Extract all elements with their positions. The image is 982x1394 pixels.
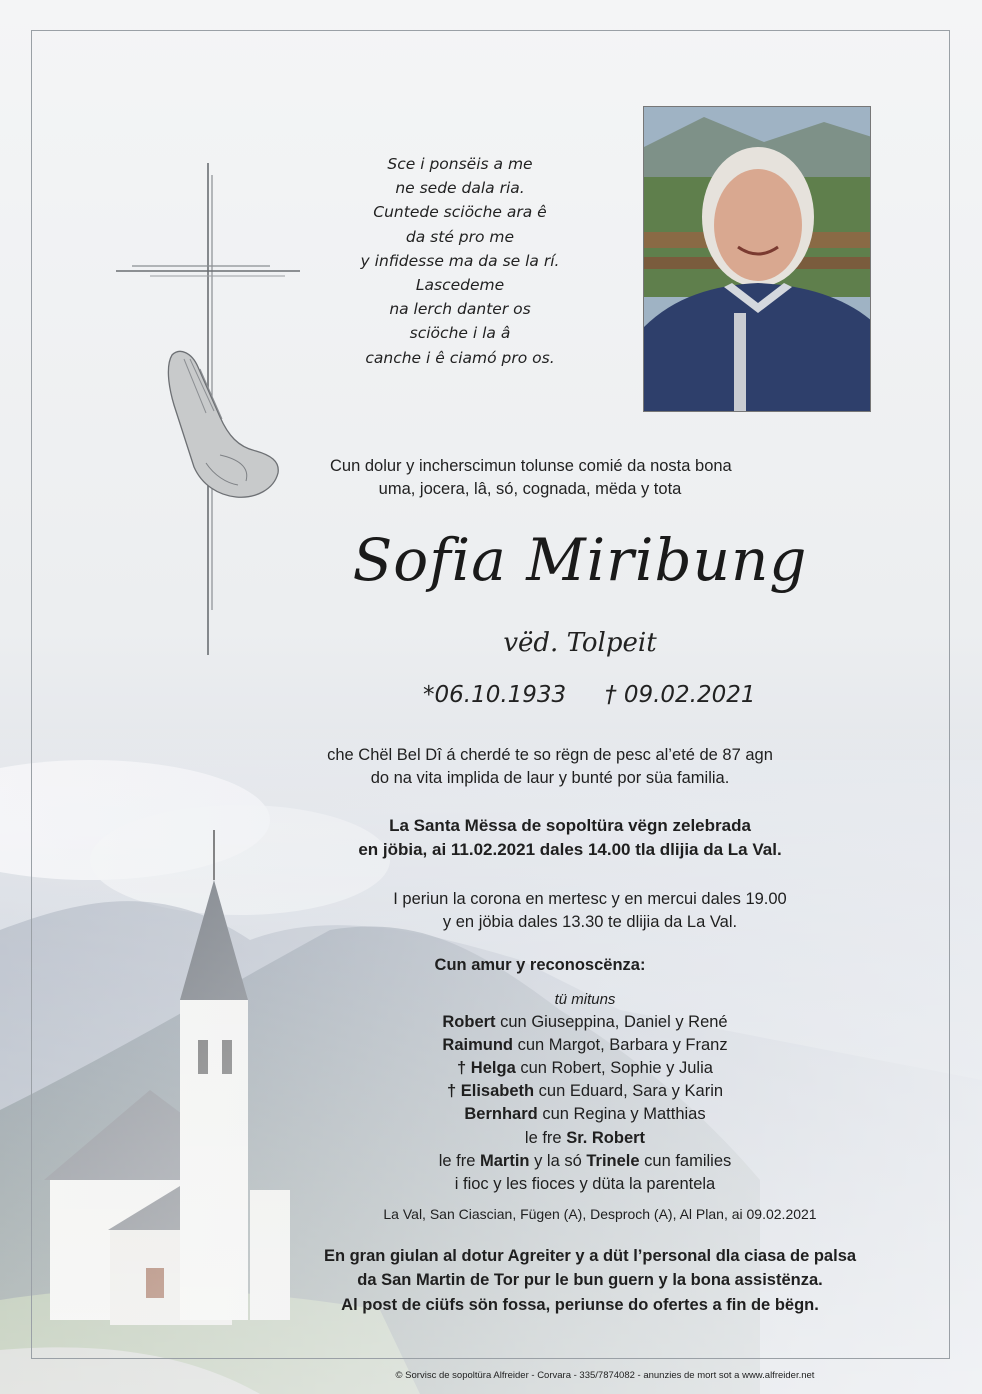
death-symbol: † bbox=[605, 682, 617, 708]
passing-line: do na vita implida de laur y bunté por süa familia. bbox=[370, 769, 730, 787]
birth-date bbox=[423, 682, 566, 708]
acknowledgement-line: da San Martin de Tor pur le bun guern y la bona assistënza. bbox=[357, 1271, 823, 1289]
poem-line: da sté pro me bbox=[405, 227, 515, 246]
deceased-name: Sofia Miribung bbox=[352, 526, 808, 594]
family-name: Sr. Robert bbox=[566, 1128, 646, 1147]
life-dates bbox=[415, 682, 795, 716]
family-rest: cun Margot, Barbara y Franz bbox=[513, 1036, 728, 1055]
thanks-title: Cun amur y reconoscënza: bbox=[434, 956, 646, 974]
acknowledgement-text bbox=[300, 1244, 880, 1292]
poem-line: sciöche i la â bbox=[409, 324, 511, 343]
acknowledgement-line: En gran giulan al dotur Agreiter y a düt l’personal dla ciasa de palsa bbox=[323, 1247, 857, 1265]
family-rest: cun families bbox=[639, 1151, 732, 1170]
family-rest: le fre bbox=[524, 1128, 567, 1147]
poem-line: Sce i ponsëis a me bbox=[387, 155, 533, 173]
poem-line: Cuntede sciöche ara ê bbox=[373, 203, 547, 222]
family-rest: cun Eduard, Sara y Karin bbox=[534, 1082, 724, 1101]
cross-illustration bbox=[110, 155, 310, 665]
funeral-mass-text bbox=[330, 814, 810, 862]
family-row bbox=[380, 1011, 790, 1034]
family-rest: y la só bbox=[529, 1151, 587, 1170]
death-date-value: 09.02.2021 bbox=[623, 682, 756, 708]
family-name: Raimund bbox=[442, 1036, 513, 1055]
family-lead: tü mituns bbox=[554, 991, 616, 1008]
passing-text bbox=[320, 744, 780, 790]
poem-line: y infidesse ma da se la rí. bbox=[360, 251, 560, 270]
funeral-line: La Santa Mëssa de sopoltüra vëgn zelebrada bbox=[389, 816, 751, 835]
maiden-name: vëd. Tolpeit bbox=[503, 628, 657, 658]
birth-symbol: * bbox=[423, 682, 435, 708]
intro-line: uma, jocera, lâ, só, cognada, mëda y tota bbox=[378, 480, 682, 498]
family-row bbox=[380, 1150, 790, 1173]
family-name: Trinele bbox=[586, 1151, 640, 1170]
family-name: Robert bbox=[442, 1013, 496, 1032]
family-rest: cun Robert, Sophie y Julia bbox=[515, 1059, 713, 1078]
family-row bbox=[380, 1127, 790, 1150]
family-rest: le fre bbox=[438, 1151, 480, 1170]
poem-line: Lascedeme bbox=[415, 276, 505, 295]
places-date: La Val, San Ciascian, Fügen (A), Desproch (A), Al Plan, ai 09.02.2021 bbox=[383, 1206, 817, 1222]
rosary-line: I periun la corona en mertesc y en mercui dales 19.00 bbox=[393, 890, 787, 908]
donation-note: Al post de ciüfs sön fossa, periunse do ofertes a fin de bëgn. bbox=[341, 1296, 819, 1314]
family-row bbox=[380, 1103, 790, 1126]
rosary-text bbox=[350, 888, 830, 934]
poem-line: canche i ê ciamó pro os. bbox=[365, 348, 555, 367]
family-row bbox=[380, 1034, 790, 1057]
poem-line: ne sede dala ria. bbox=[395, 179, 525, 198]
family-rest: cun Regina y Matthias bbox=[537, 1105, 706, 1124]
poem-line: na lerch danter os bbox=[389, 300, 531, 319]
footer-credit: © Sorvisc de sopoltüra Alfreider - Corvara - 335/7874082 - anunzies de mort sot a www.alfreider.net bbox=[395, 1370, 815, 1381]
intro-line: Cun dolur y incherscimun tolunse comié da nosta bona bbox=[330, 457, 732, 475]
death-date bbox=[605, 682, 756, 708]
portrait-photo bbox=[643, 106, 871, 412]
poem bbox=[340, 152, 580, 370]
family-name: † Elisabeth bbox=[446, 1082, 535, 1101]
funeral-line: en jöbia, ai 11.02.2021 dales 14.00 tla dlijia da La Val. bbox=[358, 840, 782, 859]
family-row bbox=[380, 1080, 790, 1103]
intro-text bbox=[330, 455, 730, 501]
rosary-line: y en jöbia dales 13.30 te dlijia da La Val. bbox=[442, 913, 738, 931]
family-name: Martin bbox=[480, 1151, 530, 1170]
family-rest: cun Giuseppina, Daniel y René bbox=[495, 1013, 728, 1032]
birth-date-value: 06.10.1933 bbox=[434, 682, 567, 708]
passing-line: che Chël Bel Dî á cherdé te so rëgn de pesc al’eté de 87 agn bbox=[327, 746, 773, 764]
family-row: i fioc y les fioces y düta la parentela bbox=[454, 1174, 716, 1193]
family-name: † Helga bbox=[457, 1059, 516, 1078]
cross-icon bbox=[110, 155, 310, 665]
family-name: Bernhard bbox=[464, 1105, 538, 1124]
family-list bbox=[380, 988, 790, 1196]
praying-hands-icon bbox=[168, 351, 278, 497]
family-row bbox=[380, 1057, 790, 1080]
